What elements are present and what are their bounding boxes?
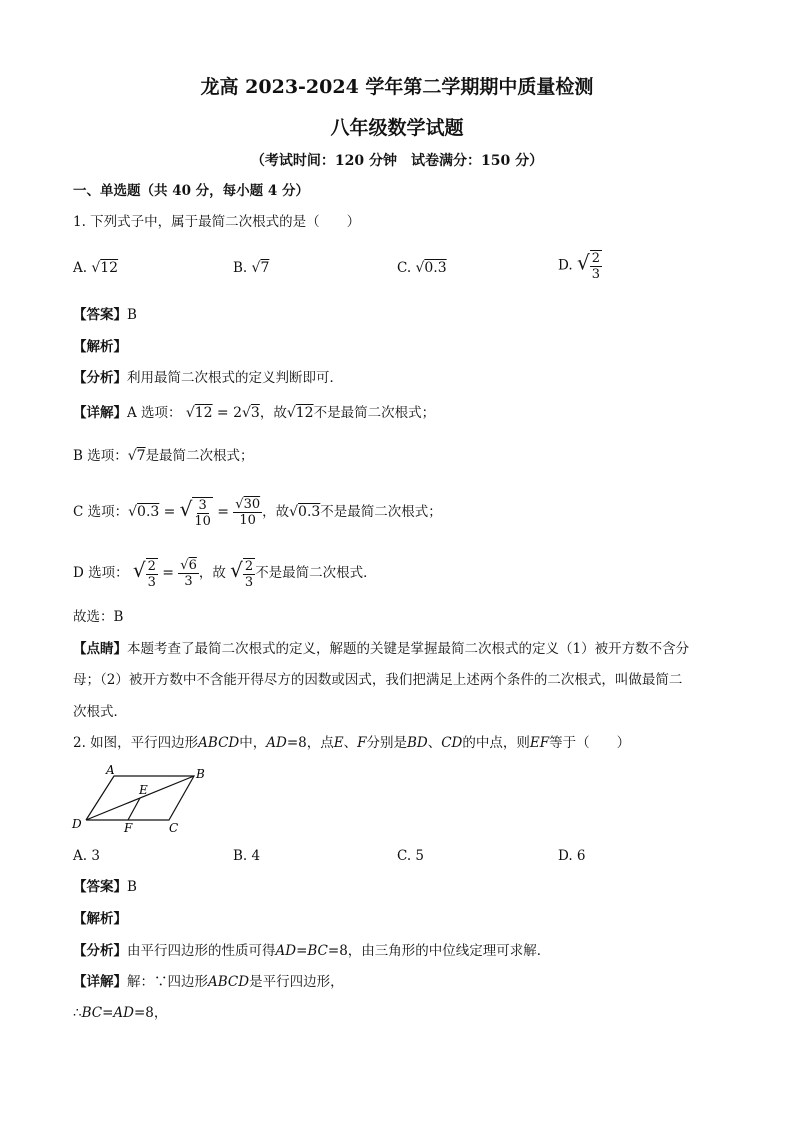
parallelogram-figure bbox=[66, 762, 216, 838]
q2-option-b: B. 4 bbox=[233, 848, 261, 864]
q1-answer: 【答案】B bbox=[73, 307, 137, 323]
exam-info: （考试时间：120 分钟 试卷满分：150 分） bbox=[250, 153, 544, 169]
label-f: F bbox=[124, 821, 133, 835]
q2-fenxi: 【分析】由平行四边形的性质可得AD=BC=8，由三角形的中位线定理可求解． bbox=[73, 943, 551, 959]
q1-detail-b: B 选项：√7是最简二次根式； bbox=[73, 448, 254, 464]
option-letter: D. bbox=[558, 257, 573, 274]
sqrt-expression: √12 bbox=[91, 260, 119, 276]
q1-option-a bbox=[73, 258, 118, 278]
q2-stem: 2. 如图，平行四边形ABCD中，AD=8，点E、F分别是BD、CD的中点，则EF等于（ ） bbox=[73, 735, 631, 751]
q2-answer: 【答案】B bbox=[73, 879, 137, 895]
q2-option-a: A. 3 bbox=[73, 848, 100, 864]
q1-option-d: D. √ $\frac{2}{3}$ bbox=[558, 250, 600, 282]
option-letter: C. bbox=[397, 260, 412, 276]
q1-choose: 故选：B bbox=[73, 609, 124, 625]
sqrt-fraction: $\frac{2}{3}$ bbox=[591, 251, 600, 282]
q1-analysis-tag: 【解析】 bbox=[73, 339, 127, 355]
exam-title: 龙高 2023-2024 学年第二学期期中质量检测 bbox=[200, 76, 594, 98]
q2-option-d: D. 6 bbox=[558, 848, 586, 864]
q1-stem: 1. 下列式子中，属于最简二次根式的是（ ） bbox=[73, 214, 361, 230]
label-e: E bbox=[139, 783, 148, 797]
q1-detail-a: 【详解】A 选项： √12 = 2√3，故√12不是最简二次根式； bbox=[73, 405, 436, 421]
exam-subtitle: 八年级数学试题 bbox=[330, 117, 464, 139]
q1-dianjing-l2: 母；（2）被开方数中不含能开得尽方的因数或因式，我们把满足上述两个条件的二次根式，叫做最简二 bbox=[73, 672, 683, 688]
label-c: C bbox=[169, 821, 179, 835]
section-heading: 一、单选题（共 40 分，每小题 4 分） bbox=[73, 183, 309, 199]
sqrt-expression: √0.3 bbox=[415, 260, 447, 276]
q2-detail: 【详解】解：∵四边形ABCD是平行四边形， bbox=[73, 974, 344, 990]
q1-dianjing-l1: 【点睛】本题考查了最简二次根式的定义，解题的关键是掌握最简二次根式的定义（1）被开方数不含分 bbox=[73, 641, 690, 657]
q1-detail-d: D 选项： √ $\frac{2}{3}$ = $\frac{√6}{3}$ ，故 √ $\frac{2}{3}$ 不是最简二次根式． bbox=[73, 558, 377, 590]
label-d: D bbox=[72, 817, 82, 831]
q1-detail-c: C 选项：√0.3 = √ $\frac{3}{10}$ = $\frac{√30}{10}$ ，故√0.3不是最简二次根式； bbox=[73, 497, 442, 529]
q1-option-c bbox=[397, 258, 447, 278]
label-a: A bbox=[106, 763, 115, 777]
q1-dianjing-l3: 次根式． bbox=[73, 704, 127, 720]
q2-detail-line2: ∴BC=AD=8， bbox=[73, 1005, 168, 1021]
q1-option-b bbox=[233, 258, 269, 278]
q1-fenxi: 【分析】利用最简二次根式的定义判断即可． bbox=[73, 370, 343, 386]
sqrt-expression: √7 bbox=[251, 260, 270, 276]
q2-analysis-tag: 【解析】 bbox=[73, 911, 127, 927]
option-letter: B. bbox=[233, 260, 248, 276]
segment-ef bbox=[128, 798, 140, 820]
label-b: B bbox=[196, 767, 205, 781]
option-letter: A. bbox=[73, 260, 88, 276]
q2-option-c: C. 5 bbox=[397, 848, 425, 864]
